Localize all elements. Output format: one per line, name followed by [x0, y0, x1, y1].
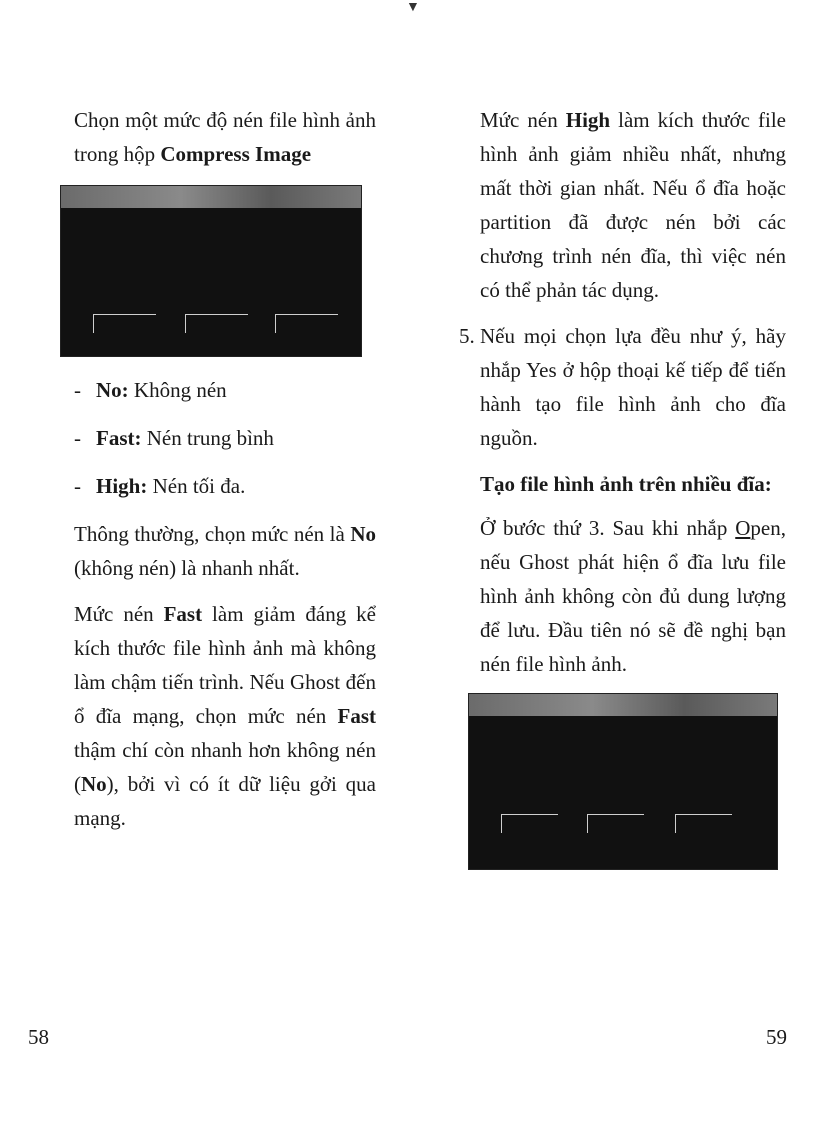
right-column [459, 103, 786, 870]
no-button [93, 314, 156, 333]
intro-line-1: Chọn một mức độ nén file hình ảnh [74, 108, 376, 132]
paragraph-multi-disk: Ở bước thứ 3. Sau khi nhắp Open, nếu Ghost phát hiện ổ đĩa lưu file hình ảnh không còn đủ dung lượng để lưu. Đầu tiên nó sẽ đề nghị bạn nén file hình ảnh. [480, 516, 786, 676]
step-5 [459, 319, 786, 455]
compress-question-dialog-screenshot [468, 693, 778, 870]
top-marker: ▼ [406, 0, 420, 15]
paragraph-high-compression: Mức nén High làm kích thước file hình ảnh giảm nhiều nhất, nhưng mất thời gian nhất. Nếu ổ đĩa hoặc partition đã được nén bởi các chương trình nén đĩa, thì việc nén có thể phản tác dụng. [480, 108, 786, 302]
left-column [74, 103, 376, 847]
intro-line-2-prefix: trong hộp [74, 142, 161, 166]
list-item: - Fast: Nén trung bình [74, 421, 376, 455]
compression-options-list [74, 373, 376, 503]
high-button [275, 314, 338, 333]
dialog-title-bar [61, 186, 361, 208]
paragraph-no-compression: Thông thường, chọn mức nén là No (không nén) là nhanh nhất. [74, 522, 376, 580]
list-item: - No: Không nén [74, 373, 376, 407]
dialog-button-2 [587, 814, 644, 833]
page-number-left: 58 [28, 1025, 49, 1049]
dialog-button-3 [675, 814, 732, 833]
list-item: - High: Nén tối đa. [74, 469, 376, 503]
step-number: 5. [459, 324, 475, 348]
step-text: Nếu mọi chọn lựa đều như ý, hãy nhắp Yes ở hộp thoại kế tiếp để tiến hành tạo file hình ảnh cho đĩa nguồn. [480, 324, 786, 450]
compress-image-dialog-screenshot [60, 185, 362, 357]
dialog-title-bar [469, 694, 777, 716]
paragraph-fast-compression: Mức nén Fast làm giảm đáng kể kích thước file hình ảnh mà không làm chậm tiến trình. Nếu Ghost đến ổ đĩa mạng, chọn mức nén Fast thậm chí còn nhanh hơn không nén (No), bởi vì có ít dữ liệu gởi qua mạng. [74, 602, 376, 830]
page-number-right: 59 [766, 1025, 787, 1049]
compress-image-label: Compress Image [160, 142, 312, 166]
section-heading: Tạo file hình ảnh trên nhiều đĩa: [480, 472, 772, 496]
intro-paragraph [74, 103, 376, 171]
fast-button [185, 314, 248, 333]
dialog-button-1 [501, 814, 558, 833]
